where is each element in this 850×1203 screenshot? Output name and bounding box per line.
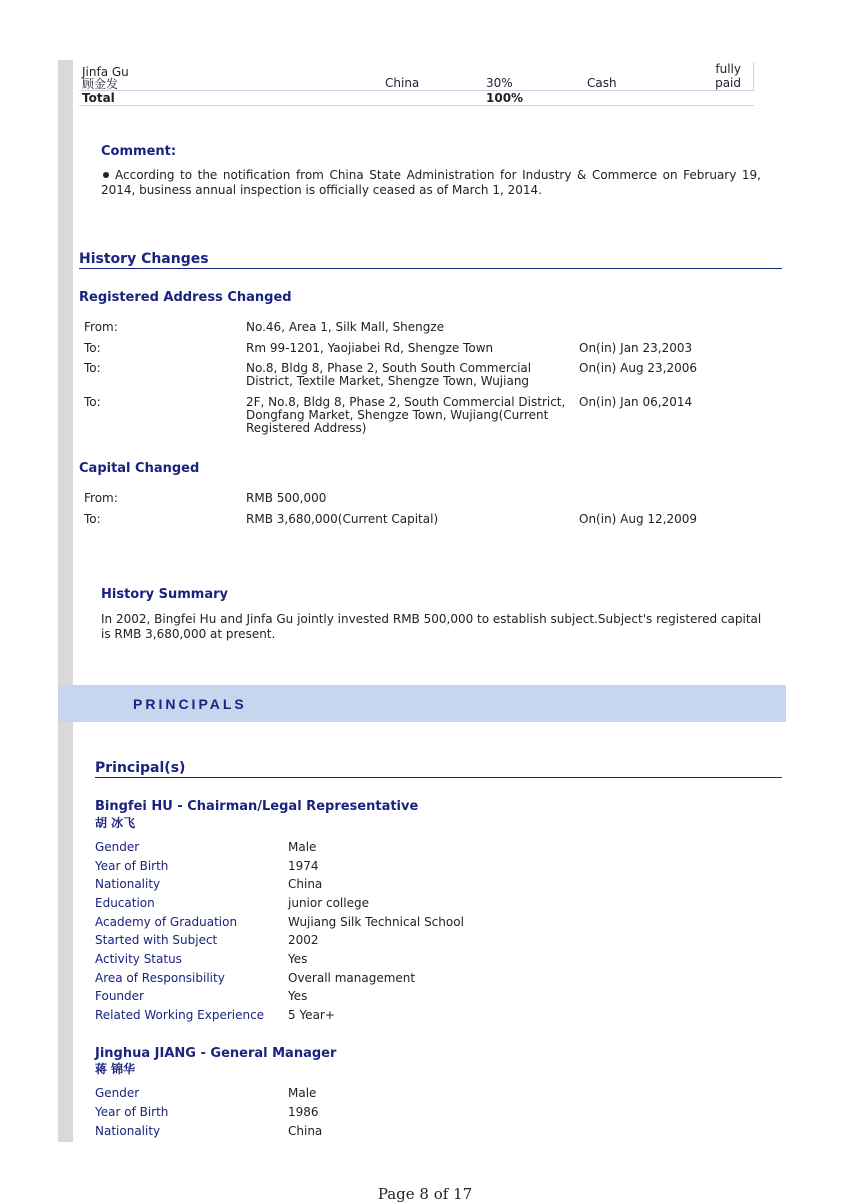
shareholder-name-cell xyxy=(79,62,382,91)
page-number: Page 8 of 17 xyxy=(377,1185,473,1203)
field-label: Year of Birth xyxy=(95,859,169,873)
left-margin-bar xyxy=(58,60,73,1142)
history-label: To: xyxy=(84,512,101,526)
field-label: Area of Responsibility xyxy=(95,971,225,985)
field-label: Nationality xyxy=(95,1124,161,1138)
shareholder-country: China xyxy=(385,76,420,90)
field-label: Gender xyxy=(95,840,140,854)
bullet-icon xyxy=(103,172,109,178)
principal-name: Jinghua JIANG - General Manager xyxy=(95,1046,337,1061)
history-date: On(in) Jan 23,2003 xyxy=(579,341,693,355)
field-value: 1974 xyxy=(288,859,319,873)
field-label: Activity Status xyxy=(95,952,182,966)
field-value: junior college xyxy=(288,896,369,910)
principals-heading: Principal(s) xyxy=(95,760,782,778)
shareholder-name-cn: 顾金发 xyxy=(82,77,119,91)
field-label: Nationality xyxy=(95,877,161,891)
field-value: 1986 xyxy=(288,1105,319,1119)
total-label: Total xyxy=(79,91,382,106)
history-changes-heading: History Changes xyxy=(79,251,782,269)
field-value: China xyxy=(288,1124,323,1138)
table-total-row xyxy=(79,91,754,106)
field-label: Related Working Experience xyxy=(95,1008,265,1022)
field-label: Education xyxy=(95,896,155,910)
field-value: 5 Year+ xyxy=(288,1008,335,1022)
history-summary-title: History Summary xyxy=(101,587,228,602)
history-label: To: xyxy=(84,395,101,409)
principals-banner xyxy=(58,685,786,722)
shareholder-percent: 30% xyxy=(486,76,513,90)
history-label: To: xyxy=(84,341,101,355)
history-value: Rm 99-1201, Yaojiabei Rd, Shengze Town xyxy=(246,341,494,355)
field-label: Founder xyxy=(95,989,144,1003)
history-value: RMB 3,680,000(Current Capital) xyxy=(246,512,439,526)
field-value: Wujiang Silk Technical School xyxy=(288,915,464,929)
history-date: On(in) Jan 06,2014 xyxy=(579,395,693,409)
total-percent: 100% xyxy=(483,91,584,106)
principals-banner-label: PRINCIPALS xyxy=(133,696,247,712)
shareholder-status: fully paid xyxy=(685,62,754,91)
capital-changed-heading: Capital Changed xyxy=(79,461,200,476)
field-label: Gender xyxy=(95,1086,140,1100)
shareholder-name-en: Jinfa Gu xyxy=(82,65,129,79)
history-value: 2F, No.8, Bldg 8, Phase 2, South Commercial District, Dongfang Market, Shengze Town, Wujiang(Current Registered Address) xyxy=(246,395,566,435)
field-label: Year of Birth xyxy=(95,1105,169,1119)
history-summary-text: In 2002, Bingfei Hu and Jinfa Gu jointly invested RMB 500,000 to establish subject.Subject's registered capital is RMB 3,680,000 at present. xyxy=(101,612,762,641)
principal-name: Bingfei HU - Chairman/Legal Representative xyxy=(95,799,419,814)
field-value: Yes xyxy=(288,989,308,1003)
history-value: RMB 500,000 xyxy=(246,491,327,505)
field-label: Academy of Graduation xyxy=(95,915,238,929)
shareholder-table xyxy=(79,62,754,106)
field-value: China xyxy=(288,877,323,891)
field-value: Male xyxy=(288,1086,317,1100)
comment-body: According to the notification from China State Administration for Industry & Commerce on February 19, 2014, business annual inspection is officially ceased as of March 1, 2014. xyxy=(101,168,761,197)
principal-name-cn: 蒋 锦华 xyxy=(95,1062,136,1076)
history-value: No.46, Area 1, Silk Mall, Shengze xyxy=(246,320,445,334)
address-changed-heading: Registered Address Changed xyxy=(79,290,292,305)
comment-text xyxy=(101,168,761,198)
history-value: No.8, Bldg 8, Phase 2, South South Commercial District, Textile Market, Shengze Town, Wujiang xyxy=(246,361,532,388)
shareholder-form: Cash xyxy=(587,76,617,90)
history-label: From: xyxy=(84,491,118,505)
history-label: To: xyxy=(84,361,101,375)
field-label: Started with Subject xyxy=(95,933,218,947)
principal-name-cn: 胡 冰飞 xyxy=(95,816,136,830)
history-date: On(in) Aug 12,2009 xyxy=(579,512,698,526)
field-value: Male xyxy=(288,840,317,854)
history-date: On(in) Aug 23,2006 xyxy=(579,361,698,375)
field-value: 2002 xyxy=(288,933,319,947)
history-label: From: xyxy=(84,320,118,334)
field-value: Yes xyxy=(288,952,308,966)
comment-title: Comment: xyxy=(101,144,177,159)
table-row xyxy=(79,62,754,91)
field-value: Overall management xyxy=(288,971,416,985)
